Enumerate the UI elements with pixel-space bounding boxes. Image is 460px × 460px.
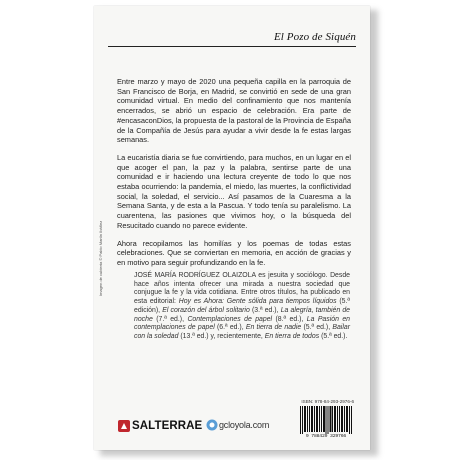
gcloyola-wordmark: gcloyola.com	[219, 420, 270, 430]
blurb-paragraph: La eucaristía diaria se fue convirtiendo, para muchos, en un lugar en el que acoger el pan, la paz y la palabra, sentirse parte de una comunidad e ir haciendo una lectura creyente de todo lo que nos estaba ocurriendo: la pandemia, el miedo, las muertes, la conflictividad social, la soledad, el servicio... Así pasamos de la Cuaresma a la Semana Santa, y de esta a la Pascua. Y todo tenía su paralelismo. La cuarentena, las pasiones que vivimos hoy, o la búsqueda del Resucitado cuando no parece evidente.	[117, 152, 351, 230]
sal-terrae-mark-icon	[118, 420, 130, 432]
sal-terrae-logo	[118, 420, 202, 432]
gcloyola-logo	[206, 419, 269, 431]
author-name: JOSÉ MARÍA RODRÍGUEZ OLAIZOLA	[134, 272, 256, 279]
book-title: En tierra de todos	[264, 332, 320, 340]
book-title: En tierra de nadie	[245, 324, 302, 332]
isbn: ISBN: 978-84-293-2976-6	[301, 399, 354, 404]
blurb	[117, 77, 351, 276]
book-title: El corazón del árbol solitario	[162, 306, 250, 314]
series-title: El Pozo de Siquén	[273, 31, 356, 43]
header-rule	[108, 46, 356, 47]
book-title: La Pasión en contemplaciones de papel	[134, 315, 351, 332]
gcloyola-mark-icon	[206, 419, 218, 431]
book-title: Bailar con la soledad	[134, 324, 350, 340]
author-bio: JOSÉ MARÍA RODRÍGUEZ OLAIZOLA es jesuita y sociólogo. Desde hace años intenta ofrecer una mirada a nuestra sociedad que conjugue la fe y la vida cotidiana. Entre otros títulos, ha publicado en esta editorial: Hoy es Ahora: Gente sólida para tiempos líquidos (5.ª edición), El corazón del árbol solitario (3.ª ed.), La alegría, también de noche (7.ª ed.), Contemplaciones de papel (8.ª ed.), La Pasión en contemplaciones de papel (6.ª ed.), En tierra de nadie (5.ª ed.), Bailar con la soledad (13.ª ed.) y, recientemente, En tierra de todos (5.ª ed.).	[134, 272, 351, 340]
blurb-paragraph: Entre marzo y mayo de 2020 una pequeña capilla en la parroquia de San Francisco de Borja, en Madrid, se convirtió en sede de una gran comunidad virtual. En medio del confinamiento que nos mantenía encerrados, se abrió un espacio de celebración. Era parte de #encasaconDios, la propuesta de la pastoral de la Provincia de España de la Compañía de Jesús para ayudar a vivir desde la fe estas largas semanas.	[117, 77, 351, 145]
cover-image-credit: Imagen de cubierta © Pablo Martín Ibáñez	[98, 220, 103, 296]
book-title: Contemplaciones de papel	[187, 315, 273, 323]
barcode	[298, 406, 354, 434]
book-title: Hoy es Ahora: Gente sólida para tiempos líquidos	[178, 298, 337, 306]
sal-terrae-wordmark: SALTERRAE	[132, 420, 203, 432]
back-cover	[94, 6, 370, 450]
blurb-paragraph: Ahora recopilamos las homilías y los poemas de todas estas celebraciones. Que se conviertan en memoria, en acción de gracias y en motivo para seguir profundizando en la fe.	[117, 238, 351, 267]
barcode-number: 9 788429 329766	[305, 434, 347, 439]
book-title: La alegría, también de noche	[134, 306, 351, 323]
